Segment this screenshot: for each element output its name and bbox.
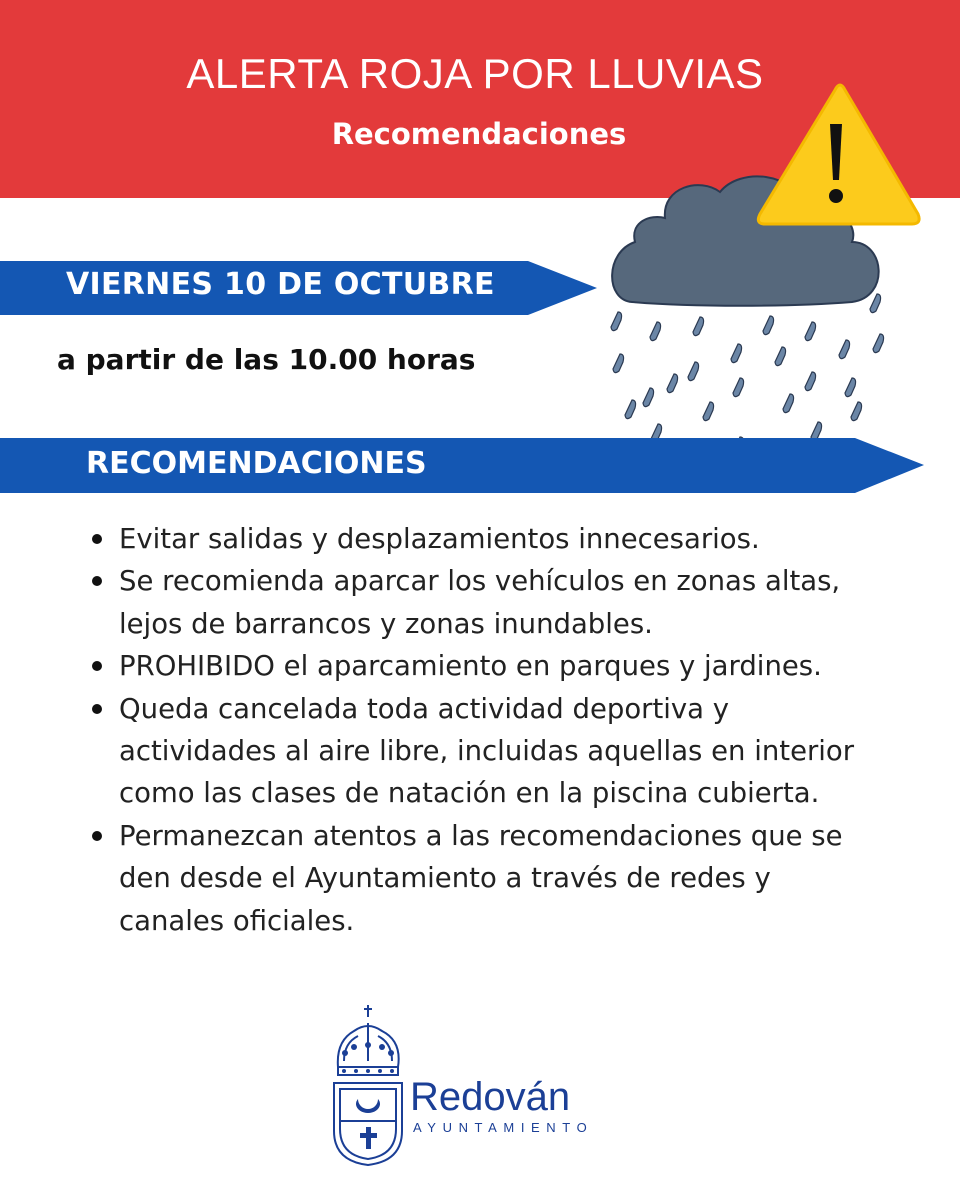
list-item <box>119 518 909 560</box>
page-subtitle: Recomendaciones <box>331 117 627 151</box>
list-item <box>119 815 909 942</box>
rain-drops <box>611 294 884 456</box>
logo-subtitle: AYUNTAMIENTO <box>413 1120 594 1135</box>
list-item-line: Queda cancelada toda actividad deportiva y <box>119 692 730 725</box>
date-label: VIERNES 10 DE OCTUBRE <box>66 267 495 302</box>
list-item <box>119 688 909 815</box>
coat-of-arms-icon <box>330 1003 408 1168</box>
page-title: ALERTA ROJA POR LLUVIAS <box>186 50 764 97</box>
recommendations-list <box>119 518 909 942</box>
list-item <box>119 560 909 645</box>
list-item-line: PROHIBIDO el aparcamiento en parques y jardines. <box>119 650 822 683</box>
warning-triangle-icon <box>758 85 919 224</box>
list-item-line: canales oficiales. <box>119 904 355 937</box>
list-item-line: lejos de barrancos y zonas inundables. <box>119 607 653 640</box>
weather-illustration <box>590 72 930 462</box>
list-item-line: Permanezcan atentos a las recomendaciones que se <box>119 819 843 852</box>
list-item-line: den desde el Ayuntamiento a través de redes y <box>119 862 771 895</box>
list-item-line: actividades al aire libre, incluidas aquellas en interior <box>119 735 855 768</box>
start-time-note: a partir de las 10.00 horas <box>57 343 476 376</box>
logo-name: Redován <box>410 1075 571 1119</box>
list-item-line: Evitar salidas y desplazamientos innecesarios. <box>119 523 760 555</box>
recommendations-heading: RECOMENDACIONES <box>86 446 427 481</box>
list-item <box>119 645 909 687</box>
list-item-line: Se recomienda aparcar los vehículos en zonas altas, <box>119 565 841 598</box>
list-item-line: como las clases de natación en la piscina cubierta. <box>119 777 820 810</box>
